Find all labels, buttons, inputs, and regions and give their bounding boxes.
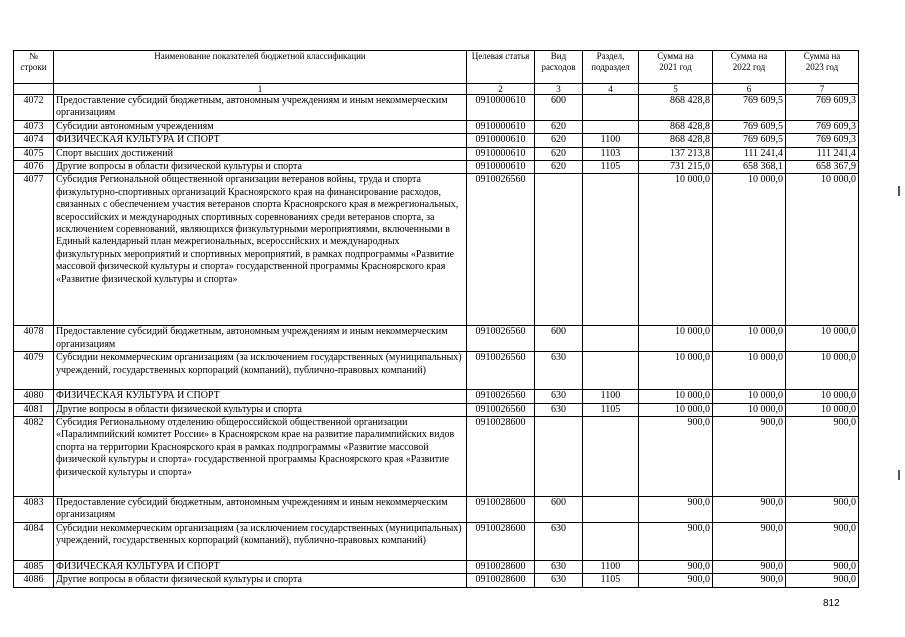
row-number: 4079 <box>14 352 54 390</box>
sum-2023: 769 609,3 <box>786 120 859 133</box>
indicator-name: Субсидия Региональному отделению общероссийской общественной организации «Паралимпийский комитет России» в Красноярском крае на развитие паралимпийских видов спорта на территории Красноярского края в рамках подпрограммы «Развитие массовой физической культуры и спорта» государственной программы Красноярского края «Развитие физической культуры и спорта» <box>54 417 467 497</box>
target-article: 0910026560 <box>467 326 535 352</box>
row-number: 4074 <box>14 134 54 147</box>
row-number: 4075 <box>14 147 54 160</box>
section-code: 1103 <box>583 147 639 160</box>
sum-2021: 900,0 <box>639 574 713 587</box>
expense-type: 630 <box>535 352 583 390</box>
section-code <box>583 497 639 523</box>
sum-2022: 900,0 <box>713 522 786 560</box>
header-row-number: № строки <box>14 51 54 84</box>
sum-2021: 868 428,8 <box>639 120 713 133</box>
sum-2022: 10 000,0 <box>713 326 786 352</box>
section-code: 1105 <box>583 403 639 416</box>
scan-edge-mark <box>898 470 900 480</box>
header-sum-2022: Сумма на 2022 год <box>713 51 786 84</box>
indicator-name: Субсидии некоммерческим организациям (за исключением государственных (муниципальных) учреждений, государственных корпораций (компаний), публично-правовых компаний) <box>54 522 467 560</box>
indicator-name: Субсидия Региональной общественной организации ветеранов войны, труда и спорта физкультурно-спортивных организаций Красноярского края на финансирование расходов, связанных с обеспечением участия ветеранов спорта Красноярского края в межрегиональных, всероссийских и международных спортивных соревнованиях среди ветеранов спорта, за исключением соревнований, являющихся физкультурными мероприятиями, включенными в Единый календарный план межрегиональных, всероссийских и международных физкультурных мероприятий и спортивных мероприятий, в рамках подпрограммы «Развитие массовой физической культуры и спорта» государственной программы Красноярского края «Развитие физической культуры и спорта» <box>54 174 467 326</box>
row-number: 4073 <box>14 120 54 133</box>
section-code: 1105 <box>583 574 639 587</box>
row-number: 4080 <box>14 390 54 403</box>
indicator-name: Предоставление субсидий бюджетным, автономным учреждениям и иным некоммерческим организациям <box>54 326 467 352</box>
section-code <box>583 417 639 497</box>
sum-2021: 731 215,0 <box>639 161 713 174</box>
sum-2022: 658 368,1 <box>713 161 786 174</box>
target-article: 0910028600 <box>467 497 535 523</box>
table-row <box>14 326 859 352</box>
expense-type: 630 <box>535 522 583 560</box>
sum-2023: 769 609,3 <box>786 134 859 147</box>
indicator-name: ФИЗИЧЕСКАЯ КУЛЬТУРА И СПОРТ <box>54 390 467 403</box>
section-code <box>583 352 639 390</box>
expense-type: 630 <box>535 390 583 403</box>
target-article: 0910026560 <box>467 390 535 403</box>
column-index: 3 <box>535 84 583 95</box>
expense-type: 630 <box>535 403 583 416</box>
sum-2022: 10 000,0 <box>713 403 786 416</box>
row-number: 4078 <box>14 326 54 352</box>
expense-type: 600 <box>535 497 583 523</box>
page-number: 812 <box>823 598 840 609</box>
table-row <box>14 120 859 133</box>
sum-2021: 10 000,0 <box>639 390 713 403</box>
expense-type: 630 <box>535 574 583 587</box>
row-number: 4072 <box>14 95 54 121</box>
table-row <box>14 174 859 326</box>
sum-2021: 900,0 <box>639 560 713 573</box>
row-number: 4081 <box>14 403 54 416</box>
row-number: 4077 <box>14 174 54 326</box>
column-index: 5 <box>639 84 713 95</box>
indicator-name: ФИЗИЧЕСКАЯ КУЛЬТУРА И СПОРТ <box>54 134 467 147</box>
sum-2023: 10 000,0 <box>786 326 859 352</box>
expense-type: 630 <box>535 560 583 573</box>
table-row <box>14 134 859 147</box>
header-expense-type: Вид расходов <box>535 51 583 84</box>
indicator-name: Субсидии автономным учреждениям <box>54 120 467 133</box>
table-row <box>14 352 859 390</box>
sum-2022: 111 241,4 <box>713 147 786 160</box>
target-article: 0910028600 <box>467 417 535 497</box>
sum-2021: 10 000,0 <box>639 326 713 352</box>
indicator-name: Субсидии некоммерческим организациям (за исключением государственных (муниципальных) учреждений, государственных корпораций (компаний), публично-правовых компаний) <box>54 352 467 390</box>
target-article: 0910026560 <box>467 174 535 326</box>
section-code: 1100 <box>583 134 639 147</box>
sum-2021: 868 428,8 <box>639 95 713 121</box>
expense-type: 620 <box>535 120 583 133</box>
target-article: 0910028600 <box>467 574 535 587</box>
row-number: 4076 <box>14 161 54 174</box>
budget-table <box>13 50 859 588</box>
column-index: 1 <box>54 84 467 95</box>
sum-2023: 10 000,0 <box>786 390 859 403</box>
table-row <box>14 95 859 121</box>
header-section: Раздел, подраздел <box>583 51 639 84</box>
section-code <box>583 120 639 133</box>
sum-2022: 900,0 <box>713 560 786 573</box>
target-article: 0910000610 <box>467 134 535 147</box>
column-index: 4 <box>583 84 639 95</box>
expense-type: 620 <box>535 161 583 174</box>
sum-2022: 900,0 <box>713 574 786 587</box>
sum-2023: 658 367,9 <box>786 161 859 174</box>
table-row <box>14 390 859 403</box>
target-article: 0910028600 <box>467 560 535 573</box>
indicator-name: ФИЗИЧЕСКАЯ КУЛЬТУРА И СПОРТ <box>54 560 467 573</box>
target-article: 0910026560 <box>467 352 535 390</box>
indicator-name: Другие вопросы в области физической культуры и спорта <box>54 161 467 174</box>
table-row <box>14 161 859 174</box>
column-index: 6 <box>713 84 786 95</box>
section-code <box>583 95 639 121</box>
sum-2023: 10 000,0 <box>786 352 859 390</box>
table-row <box>14 574 859 587</box>
header-sum-2023: Сумма на 2023 год <box>786 51 859 84</box>
sum-2023: 10 000,0 <box>786 174 859 326</box>
scan-edge-mark <box>898 186 900 196</box>
target-article: 0910000610 <box>467 120 535 133</box>
table-row <box>14 403 859 416</box>
sum-2023: 111 241,4 <box>786 147 859 160</box>
table-row <box>14 147 859 160</box>
indicator-name: Предоставление субсидий бюджетным, автономным учреждениям и иным некоммерческим организациям <box>54 95 467 121</box>
sum-2023: 769 609,3 <box>786 95 859 121</box>
sum-2023: 900,0 <box>786 560 859 573</box>
indicator-name: Предоставление субсидий бюджетным, автономным учреждениям и иным некоммерческим организациям <box>54 497 467 523</box>
table-row <box>14 522 859 560</box>
sum-2021: 900,0 <box>639 522 713 560</box>
header-target-article: Целевая статья <box>467 51 535 84</box>
expense-type: 600 <box>535 326 583 352</box>
section-code <box>583 522 639 560</box>
column-index: 7 <box>786 84 859 95</box>
section-code <box>583 326 639 352</box>
sum-2021: 900,0 <box>639 417 713 497</box>
sum-2021: 900,0 <box>639 497 713 523</box>
expense-type <box>535 417 583 497</box>
section-code: 1105 <box>583 161 639 174</box>
sum-2022: 769 609,5 <box>713 134 786 147</box>
target-article: 0910000610 <box>467 95 535 121</box>
expense-type <box>535 174 583 326</box>
sum-2023: 900,0 <box>786 574 859 587</box>
expense-type: 620 <box>535 134 583 147</box>
header-indicator-name: Наименование показателей бюджетной классификации <box>54 51 467 84</box>
row-number: 4085 <box>14 560 54 573</box>
section-code: 1100 <box>583 390 639 403</box>
sum-2021: 10 000,0 <box>639 352 713 390</box>
sum-2022: 769 609,5 <box>713 120 786 133</box>
section-code <box>583 174 639 326</box>
indicator-name: Другие вопросы в области физической культуры и спорта <box>54 403 467 416</box>
sum-2023: 10 000,0 <box>786 403 859 416</box>
sum-2023: 900,0 <box>786 497 859 523</box>
table-row <box>14 497 859 523</box>
table-row <box>14 560 859 573</box>
row-number: 4083 <box>14 497 54 523</box>
column-index-row <box>14 84 859 95</box>
header-sum-2021: Сумма на 2021 год <box>639 51 713 84</box>
row-number: 4084 <box>14 522 54 560</box>
sum-2022: 900,0 <box>713 497 786 523</box>
sum-2021: 868 428,8 <box>639 134 713 147</box>
column-index: 2 <box>467 84 535 95</box>
expense-type: 620 <box>535 147 583 160</box>
row-number: 4082 <box>14 417 54 497</box>
table-header-row <box>14 51 859 84</box>
row-number: 4086 <box>14 574 54 587</box>
sum-2021: 10 000,0 <box>639 174 713 326</box>
sum-2022: 10 000,0 <box>713 390 786 403</box>
target-article: 0910000610 <box>467 161 535 174</box>
target-article: 0910026560 <box>467 403 535 416</box>
sum-2022: 900,0 <box>713 417 786 497</box>
target-article: 0910028600 <box>467 522 535 560</box>
expense-type: 600 <box>535 95 583 121</box>
sum-2023: 900,0 <box>786 417 859 497</box>
indicator-name: Спорт высших достижений <box>54 147 467 160</box>
sum-2021: 10 000,0 <box>639 403 713 416</box>
section-code: 1100 <box>583 560 639 573</box>
target-article: 0910000610 <box>467 147 535 160</box>
sum-2021: 137 213,8 <box>639 147 713 160</box>
sum-2022: 769 609,5 <box>713 95 786 121</box>
sum-2022: 10 000,0 <box>713 352 786 390</box>
table-row <box>14 417 859 497</box>
sum-2022: 10 000,0 <box>713 174 786 326</box>
column-index <box>14 84 54 95</box>
indicator-name: Другие вопросы в области физической культуры и спорта <box>54 574 467 587</box>
sum-2023: 900,0 <box>786 522 859 560</box>
